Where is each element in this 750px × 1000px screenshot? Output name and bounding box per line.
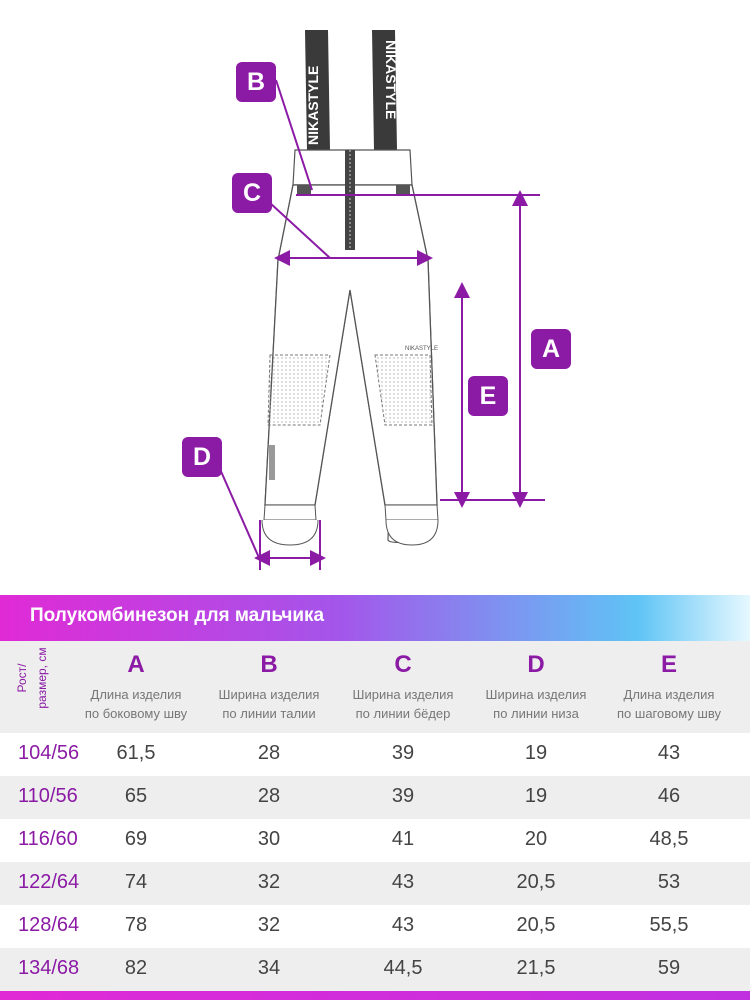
cell-a: 61,5: [116, 742, 156, 764]
col-desc: по боковому шву: [84, 706, 188, 721]
cell-b: 30: [257, 828, 281, 850]
col-desc: Длина изделия: [623, 687, 715, 702]
col-header-e: [604, 651, 734, 723]
cell-d: 20,5: [516, 914, 556, 936]
row-size: 104/56: [18, 742, 80, 764]
cell-c: 43: [391, 871, 415, 893]
badge-a: A: [531, 329, 571, 369]
col-desc: Ширина изделия: [218, 687, 320, 702]
col-desc: Длина изделия: [90, 687, 182, 702]
col-letter: C: [394, 651, 412, 678]
cell-a: 82: [124, 957, 148, 979]
cell-d: 21,5: [516, 957, 556, 979]
table-row: [0, 862, 750, 905]
cell-a: 65: [124, 785, 148, 807]
cell-e: 48,5: [649, 828, 689, 850]
strap-left: [305, 30, 330, 150]
col-header-b: [204, 651, 334, 723]
cell-e: 55,5: [649, 914, 689, 936]
cell-c: 41: [391, 828, 415, 850]
badge-c: C: [232, 173, 272, 213]
strap-brand-left: NIKASTYLE: [305, 65, 321, 145]
bottom-accent-bar: [0, 991, 750, 1000]
cell-c: 39: [391, 785, 415, 807]
col-desc: Ширина изделия: [352, 687, 454, 702]
row-size: 122/64: [18, 871, 80, 893]
cell-d: 20,5: [516, 871, 556, 893]
cell-e: 53: [657, 871, 681, 893]
cell-c: 39: [391, 742, 415, 764]
size-header-line2: размер, см: [35, 647, 49, 709]
table-title: Полукомбинезон для мальчика: [30, 605, 325, 626]
cell-d: 19: [524, 785, 548, 807]
col-desc: по линии талии: [222, 706, 316, 721]
cell-c: 43: [391, 914, 415, 936]
col-desc: по линии бёдер: [355, 706, 451, 721]
col-letter: A: [127, 651, 145, 678]
strap-brand-right: NIKASTYLE: [383, 40, 399, 120]
col-header-a: [71, 651, 201, 723]
cell-e: 46: [657, 785, 681, 807]
cell-a: 78: [124, 914, 148, 936]
size-header-line1: Рост/: [15, 663, 29, 693]
row-size: 134/68: [18, 957, 80, 979]
table-header-row: [0, 641, 750, 733]
cell-d: 20: [524, 828, 548, 850]
cell-d: 19: [524, 742, 548, 764]
badge-d: D: [182, 437, 222, 477]
col-desc: по шаговому шву: [617, 706, 721, 721]
table-row: [0, 819, 750, 862]
leader-d: [216, 460, 260, 560]
cell-b: 32: [257, 871, 281, 893]
col-header-d: [471, 651, 601, 723]
cell-c: 44,5: [383, 957, 423, 979]
badge-e: E: [468, 376, 508, 416]
table-row: [0, 948, 750, 991]
cell-b: 28: [257, 742, 281, 764]
table-title-banner: [0, 595, 750, 641]
cell-a: 69: [124, 828, 148, 850]
cell-b: 32: [257, 914, 281, 936]
cell-e: 59: [657, 957, 681, 979]
col-header-c: [338, 651, 468, 723]
strap-right: [372, 30, 399, 150]
table-row: [0, 776, 750, 819]
table-row: [0, 733, 750, 776]
row-size: 110/56: [18, 785, 78, 807]
col-letter: D: [527, 651, 545, 678]
row-size: 128/64: [18, 914, 80, 936]
col-letter: B: [260, 651, 278, 678]
cell-b: 34: [257, 957, 281, 979]
col-desc: Ширина изделия: [485, 687, 587, 702]
cell-a: 74: [124, 871, 148, 893]
cell-e: 43: [657, 742, 681, 764]
badge-b: B: [236, 62, 276, 102]
col-desc: по линии низа: [493, 706, 579, 721]
row-size: 116/60: [18, 828, 78, 850]
table-row: [0, 905, 750, 948]
col-letter: E: [660, 651, 677, 678]
cell-b: 28: [257, 785, 281, 807]
leg-brand: NIKASTYLE: [405, 346, 439, 352]
